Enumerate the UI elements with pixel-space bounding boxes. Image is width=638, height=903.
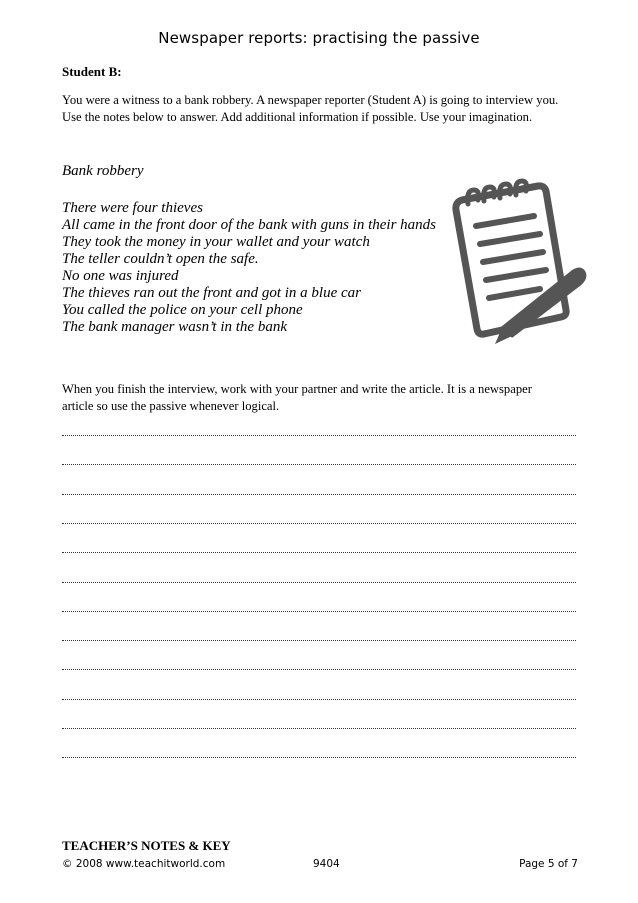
writing-line[interactable]: [62, 640, 576, 641]
writing-line[interactable]: [62, 582, 576, 583]
note-item: You called the police on your cell phone: [62, 302, 303, 318]
footer-code: 9404: [313, 858, 340, 870]
student-label: Student B:: [62, 64, 122, 79]
writing-line[interactable]: [62, 699, 576, 700]
writing-line[interactable]: [62, 523, 576, 524]
note-item: The bank manager wasn’t in the bank: [62, 319, 287, 335]
writing-line[interactable]: [62, 464, 576, 465]
instructions-line: article so use the passive whenever logical.: [62, 399, 280, 413]
intro-line: You were a witness to a bank robbery. A newspaper reporter (Student A) is going to interview you.: [62, 93, 559, 107]
instructions-line: When you finish the interview, work with your partner and write the article. It is a newspaper: [62, 382, 532, 396]
teachers-notes-label: TEACHER’S NOTES & KEY: [62, 838, 231, 853]
note-item: They took the money in your wallet and your watch: [62, 234, 370, 250]
writing-line[interactable]: [62, 728, 576, 729]
footer-page-number: Page 5 of 7: [519, 858, 578, 870]
notes-heading: Bank robbery: [62, 163, 144, 179]
writing-line[interactable]: [62, 494, 576, 495]
writing-lines[interactable]: [62, 0, 576, 903]
note-item: All came in the front door of the bank with guns in their hands: [62, 217, 437, 233]
note-item: The thieves ran out the front and got in a blue car: [62, 285, 361, 301]
writing-line[interactable]: [62, 435, 576, 436]
writing-line[interactable]: [62, 552, 576, 553]
note-item: The teller couldn’t open the safe.: [62, 251, 259, 267]
writing-line[interactable]: [62, 611, 576, 612]
writing-line[interactable]: [62, 669, 576, 670]
footer-copyright: © 2008 www.teachitworld.com: [62, 858, 226, 870]
page-title: Newspaper reports: practising the passive: [158, 29, 480, 47]
writing-line[interactable]: [62, 757, 576, 758]
note-item: No one was injured: [62, 268, 179, 284]
intro-line: Use the notes below to answer. Add additional information if possible. Use your imagination.: [62, 110, 533, 124]
note-item: There were four thieves: [62, 200, 203, 216]
